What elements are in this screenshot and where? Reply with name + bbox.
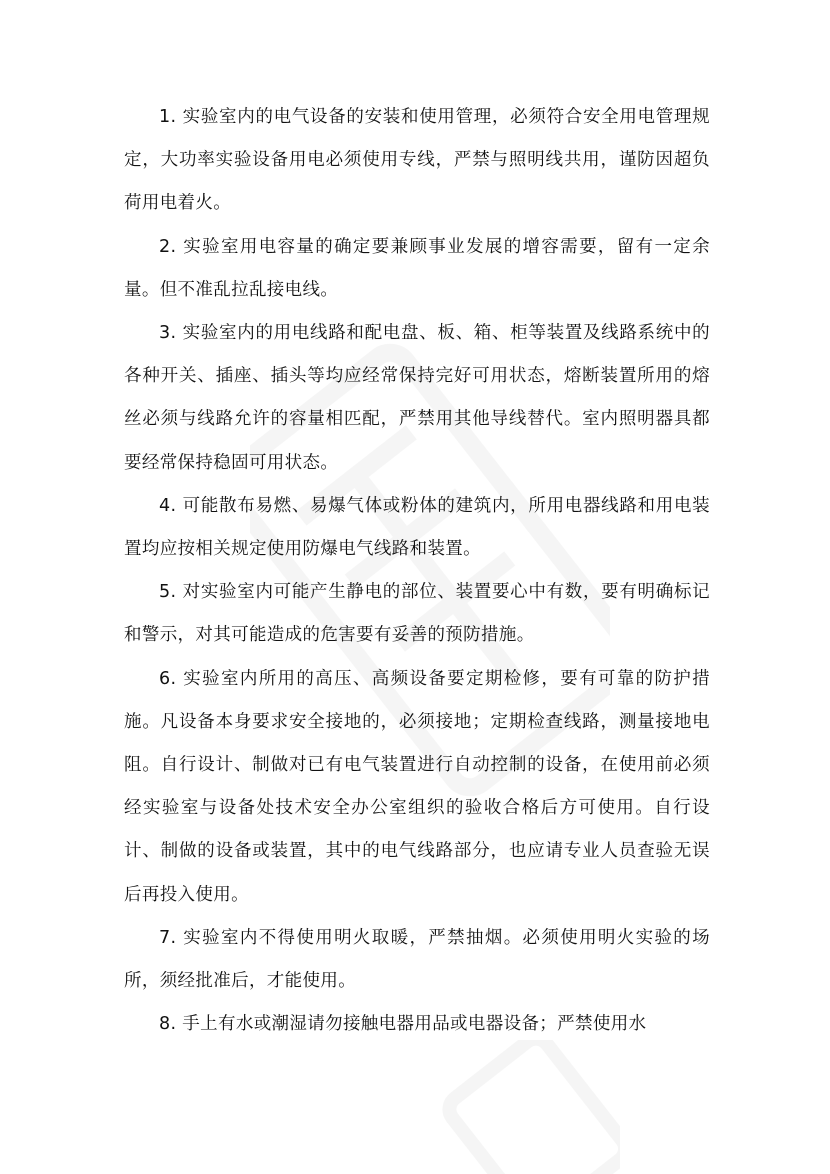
paragraph-6: 6. 实验室内所用的高压、高频设备要定期检修，要有可靠的防护措施。凡设备本身要求安全接地的，必须接地；定期检查线路，测量接地电阻。自行设计、制做对已有电气装置进行自动控制的设备，在使用前必须经实验室与设备处技术安全办公室组织的验收合格后方可使用。自行设计、制做的设备或装置，其中的电气线路部分，也应请专业人员查验无误后再投入使用。 [124,668,710,905]
paragraph-8: 8. 手上有水或潮湿请勿接触电器用品或电器设备；严禁使用水 [159,1014,647,1035]
document-body [124,96,710,1046]
paragraph-7: 7. 实验室内不得使用明火取暖，严禁抽烟。必须使用明火实验的场所，须经批准后，才能使用。 [124,927,710,992]
watermark-fragment [420,1040,620,1174]
paragraph-3: 3. 实验室内的用电线路和配电盘、板、箱、柜等装置及线路系统中的各种开关、插座、插头等均应经常保持完好可用状态，熔断装置所用的熔丝必须与线路允许的容量相匹配，严禁用其他导线替代。室内照明器具都要经常保持稳固可用状态。 [124,323,710,473]
paragraph-2: 2. 实验室用电容量的确定要兼顾事业发展的增容需要，留有一定余量。但不准乱拉乱接电线。 [124,236,710,300]
paragraph-1: 1. 实验室内的电气设备的安装和使用管理，必须符合安全用电管理规定，大功率实验设备用电必须使用专线，严禁与照明线共用，谨防因超负荷用电着火。 [124,107,710,214]
paragraph-5: 5. 对实验室内可能产生静电的部位、装置要心中有数，要有明确标记和警示，对其可能造成的危害要有妥善的预防措施。 [124,582,710,646]
paragraph-4: 4. 可能散布易燃、易爆气体或粉体的建筑内，所用电器线路和用电装置均应按相关规定使用防爆电气线路和装置。 [124,495,710,560]
